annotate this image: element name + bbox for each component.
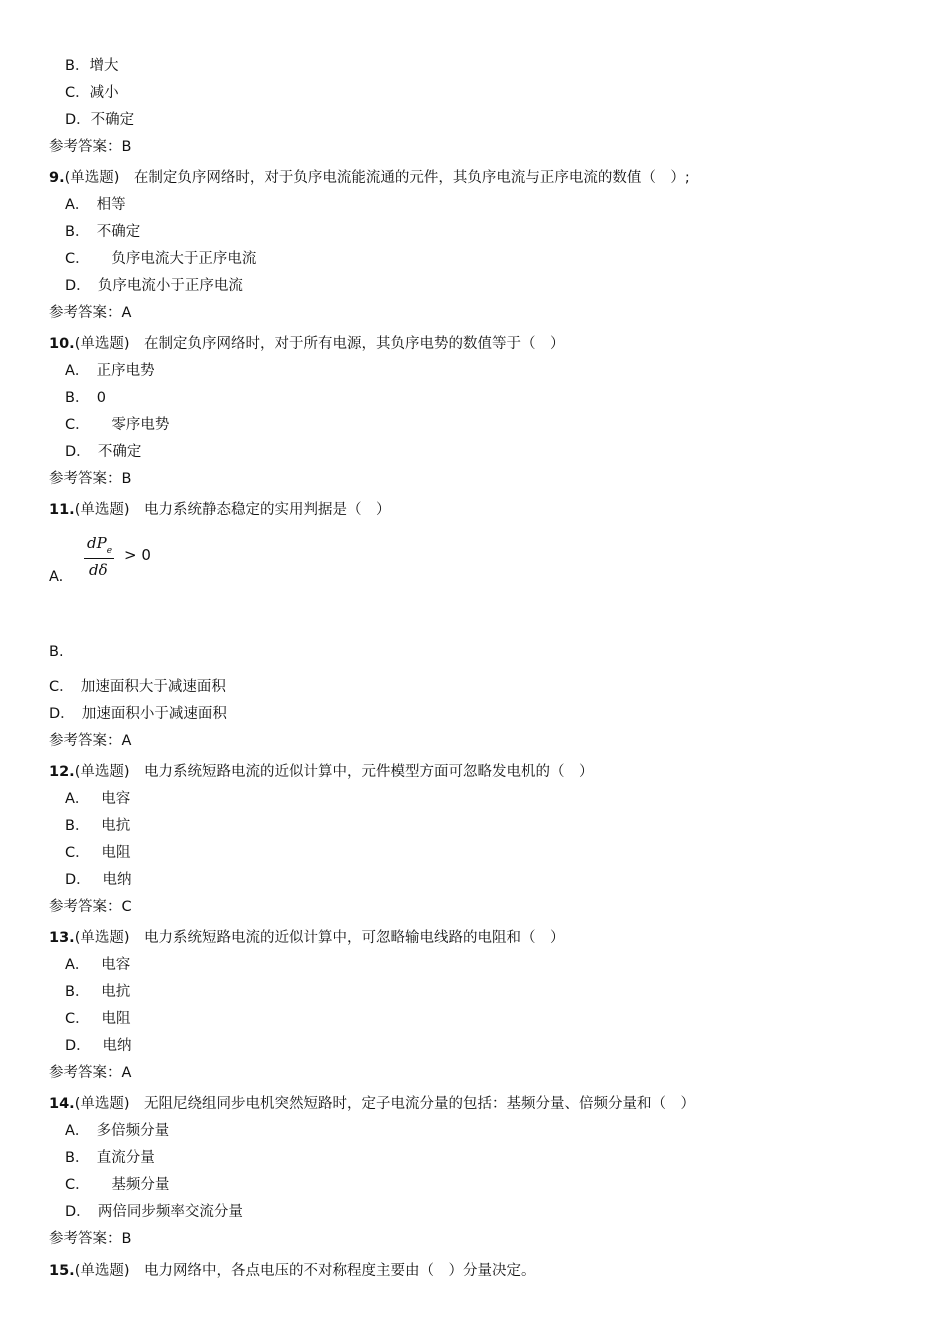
option-d: D． 电纳 xyxy=(65,1038,132,1054)
question-number: 10. xyxy=(49,336,75,352)
question-11 xyxy=(49,501,391,519)
question-15 xyxy=(49,1262,536,1280)
question-stem: (单选题) 无阻尼绕组同步电机突然短路时，定子电流分量的包括：基频分量、倍频分量和（ ） xyxy=(74,1096,695,1112)
question-9 xyxy=(49,169,690,187)
question-10 xyxy=(49,335,565,353)
option-c: C． 零序电势 xyxy=(65,417,170,433)
answer-line: 参考答案：A xyxy=(49,733,132,749)
option-c: C． 电阻 xyxy=(65,845,131,861)
answer-line: 参考答案：B xyxy=(49,471,132,487)
option-c: C． 电阻 xyxy=(65,1011,131,1027)
option-c: C． 负序电流大于正序电流 xyxy=(65,251,257,267)
formula-denominator: dδ xyxy=(89,561,108,579)
option-b: B． 电抗 xyxy=(65,818,131,834)
option-b: B． 直流分量 xyxy=(65,1150,155,1166)
option-a: A． 多倍频分量 xyxy=(65,1123,170,1139)
answer-line: 参考答案：B xyxy=(49,1231,132,1247)
answer-line: 参考答案：A xyxy=(49,305,132,321)
option-a: A． 相等 xyxy=(65,197,126,213)
answer-line: 参考答案：A xyxy=(49,1065,132,1081)
fraction-bar xyxy=(84,558,114,559)
question-number: 9. xyxy=(49,170,65,186)
derivative-formula xyxy=(84,534,118,582)
option-d: D． 负序电流小于正序电流 xyxy=(65,278,243,294)
option-c: C．减小 xyxy=(65,85,119,101)
option-a: A. xyxy=(49,569,64,585)
option-a: A． 电容 xyxy=(65,791,131,807)
option-d: D． 加速面积小于减速面积 xyxy=(49,706,227,722)
question-stem: (单选题) 电力系统短路电流的近似计算中，元件模型方面可忽略发电机的（ ） xyxy=(74,764,594,780)
question-number: 15. xyxy=(49,1263,75,1279)
option-d: D． 不确定 xyxy=(65,444,142,460)
question-number: 12. xyxy=(49,764,75,780)
question-number: 13. xyxy=(49,930,75,946)
option-d: D． 电纳 xyxy=(65,872,132,888)
option-d: D． 两倍同步频率交流分量 xyxy=(65,1204,243,1220)
question-12 xyxy=(49,763,594,781)
option-b: B. xyxy=(49,644,64,660)
question-13 xyxy=(49,929,565,947)
option-d: D．不确定 xyxy=(65,112,135,128)
question-number: 11. xyxy=(49,502,75,518)
question-stem: (单选题) 在制定负序网络时，对于负序电流能流通的元件，其负序电流与正序电流的数值（ ）; xyxy=(64,170,690,186)
question-number: 14. xyxy=(49,1096,75,1112)
question-stem: (单选题) 电力系统静态稳定的实用判据是（ ） xyxy=(74,502,391,518)
option-b: B． 0 xyxy=(65,390,106,406)
formula-numerator: $dP_e$ xyxy=(87,534,113,556)
option-b: B． 不确定 xyxy=(65,224,141,240)
answer-line: 参考答案：B xyxy=(49,139,132,155)
formula-relation: > 0 xyxy=(124,546,151,564)
option-c: C． 基频分量 xyxy=(65,1177,170,1193)
option-a: A． 正序电势 xyxy=(65,363,155,379)
question-14 xyxy=(49,1095,695,1113)
option-b: B．增大 xyxy=(65,58,119,74)
option-c: C． 加速面积大于减速面积 xyxy=(49,679,226,695)
question-stem: (单选题) 电力网络中，各点电压的不对称程度主要由（ ）分量决定。 xyxy=(74,1263,536,1279)
option-a: A． 电容 xyxy=(65,957,131,973)
option-b: B． 电抗 xyxy=(65,984,131,1000)
question-stem: (单选题) 电力系统短路电流的近似计算中，可忽略输电线路的电阻和（ ） xyxy=(74,930,565,946)
question-stem: (单选题) 在制定负序网络时，对于所有电源，其负序电势的数值等于（ ） xyxy=(74,336,565,352)
answer-line: 参考答案：C xyxy=(49,899,132,915)
